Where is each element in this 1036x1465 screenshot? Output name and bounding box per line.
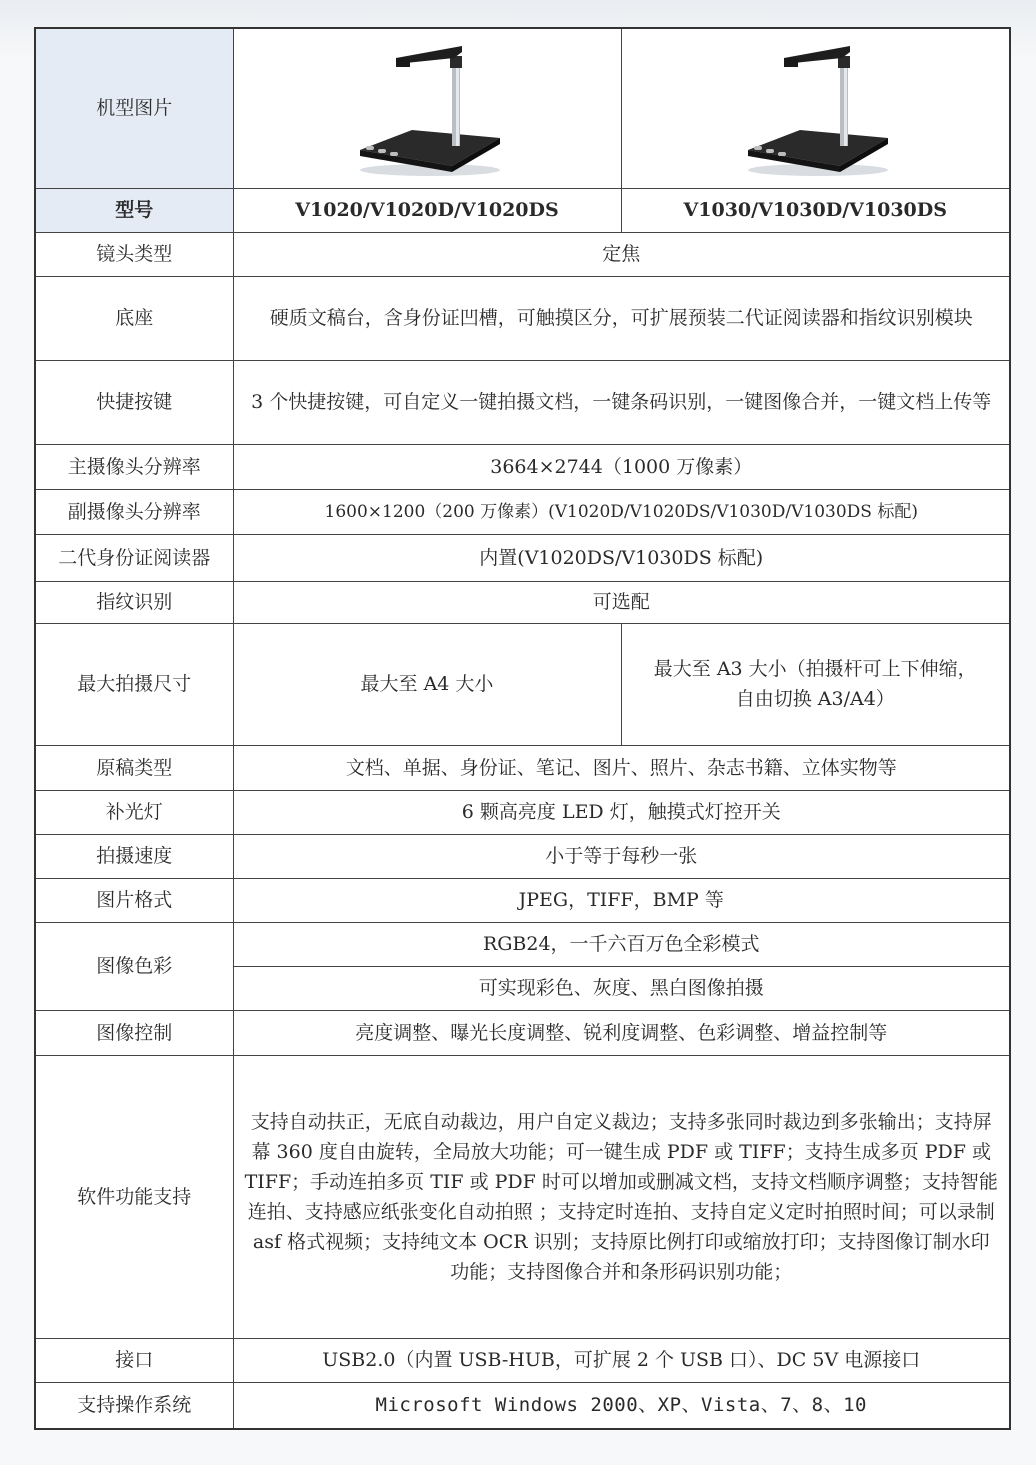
speed-label: 拍摄速度 bbox=[35, 834, 233, 878]
light-value: 6 颗高亮度 LED 灯，触摸式灯控开关 bbox=[233, 790, 1010, 834]
max-size-label: 最大拍摄尺寸 bbox=[35, 623, 233, 745]
row-software bbox=[35, 1055, 1010, 1338]
row-control bbox=[35, 1010, 1010, 1055]
model-a: V1020/V1020D/V1020DS bbox=[233, 188, 621, 232]
row-light bbox=[35, 790, 1010, 834]
interface-value: USB2.0（内置 USB-HUB，可扩展 2 个 USB 口）、DC 5V 电源接口 bbox=[233, 1338, 1010, 1382]
fingerprint-value: 可选配 bbox=[233, 581, 1010, 623]
fingerprint-label: 指纹识别 bbox=[35, 581, 233, 623]
id-reader-value: 内置(V1020DS/V1030DS 标配) bbox=[233, 534, 1010, 581]
base-label: 底座 bbox=[35, 276, 233, 360]
max-size-a: 最大至 A4 大小 bbox=[233, 623, 621, 745]
row-picture bbox=[35, 28, 1010, 188]
row-format bbox=[35, 878, 1010, 922]
color-value-1: RGB24，一千六百万色全彩模式 bbox=[233, 922, 1010, 966]
row-id-reader bbox=[35, 534, 1010, 581]
control-value: 亮度调整、曝光长度调整、锐利度调整、色彩调整、增益控制等 bbox=[233, 1010, 1010, 1055]
control-label: 图像控制 bbox=[35, 1010, 233, 1055]
color-label: 图像色彩 bbox=[35, 922, 233, 1010]
color-value-2: 可实现彩色、灰度、黑白图像拍摄 bbox=[233, 966, 1010, 1010]
row-doc-type bbox=[35, 745, 1010, 790]
row-max-size bbox=[35, 623, 1010, 745]
main-camera-value: 3664×2744（1000 万像素） bbox=[233, 444, 1010, 489]
doc-type-label: 原稿类型 bbox=[35, 745, 233, 790]
row-speed bbox=[35, 834, 1010, 878]
speed-value: 小于等于每秒一张 bbox=[233, 834, 1010, 878]
os-label: 支持操作系统 bbox=[35, 1382, 233, 1429]
model-b: V1030/V1030D/V1030DS bbox=[621, 188, 1010, 232]
document-camera-icon bbox=[740, 38, 890, 178]
base-value: 硬质文稿台，含身份证凹槽，可触摸区分，可扩展预装二代证阅读器和指纹识别模块 bbox=[233, 276, 1010, 360]
device-image-a bbox=[233, 28, 621, 188]
device-image-b bbox=[621, 28, 1010, 188]
sub-camera-label: 副摄像头分辨率 bbox=[35, 489, 233, 534]
lens-value: 定焦 bbox=[233, 232, 1010, 276]
model-label: 型号 bbox=[35, 188, 233, 232]
sub-camera-value: 1600×1200（200 万像素）(V1020D/V1020DS/V1030D/V1030DS 标配) bbox=[233, 489, 1010, 534]
row-base bbox=[35, 276, 1010, 360]
id-reader-label: 二代身份证阅读器 bbox=[35, 534, 233, 581]
software-value: 支持自动扶正，无底自动裁边，用户自定义裁边；支持多张同时裁边到多张输出；支持屏幕 360 度自由旋转，全局放大功能；可一键生成 PDF 或 TIFF；支持生成多页 PDF 或 TIFF；手动连拍多页 TIF 或 PDF 时可以增加或删减文档，支持文档顺序调整；支持智能连拍、支持感应纸张变化自动拍照 ；支持定时连拍、支持自定义定时拍照时间；可以录制 asf 格式视频；支持纯文本 OCR 识别；支持原比例打印或缩放打印；支持图像订制水印功能；支持图像合并和条形码识别功能； bbox=[233, 1055, 1010, 1338]
shortcut-value: 3 个快捷按键，可自定义一键拍摄文档，一键条码识别，一键图像合并，一键文档上传等 bbox=[233, 360, 1010, 444]
software-label: 软件功能支持 bbox=[35, 1055, 233, 1338]
shortcut-label: 快捷按键 bbox=[35, 360, 233, 444]
row-lens bbox=[35, 232, 1010, 276]
os-value: Microsoft Windows 2000、XP、Vista、7、8、10 bbox=[233, 1382, 1010, 1429]
lens-label: 镜头类型 bbox=[35, 232, 233, 276]
row-shortcut bbox=[35, 360, 1010, 444]
main-camera-label: 主摄像头分辨率 bbox=[35, 444, 233, 489]
format-value: JPEG，TIFF，BMP 等 bbox=[233, 878, 1010, 922]
max-size-b: 最大至 A3 大小（拍摄杆可上下伸缩，自由切换 A3/A4） bbox=[621, 623, 1010, 745]
row-fingerprint bbox=[35, 581, 1010, 623]
interface-label: 接口 bbox=[35, 1338, 233, 1382]
row-model bbox=[35, 188, 1010, 232]
doc-type-value: 文档、单据、身份证、笔记、图片、照片、杂志书籍、立体实物等 bbox=[233, 745, 1010, 790]
picture-label: 机型图片 bbox=[35, 28, 233, 188]
document-camera-icon bbox=[352, 38, 502, 178]
row-color-1 bbox=[35, 922, 1010, 966]
row-main-camera bbox=[35, 444, 1010, 489]
spec-table bbox=[34, 27, 1011, 1430]
format-label: 图片格式 bbox=[35, 878, 233, 922]
row-interface bbox=[35, 1338, 1010, 1382]
row-os bbox=[35, 1382, 1010, 1429]
light-label: 补光灯 bbox=[35, 790, 233, 834]
row-sub-camera bbox=[35, 489, 1010, 534]
